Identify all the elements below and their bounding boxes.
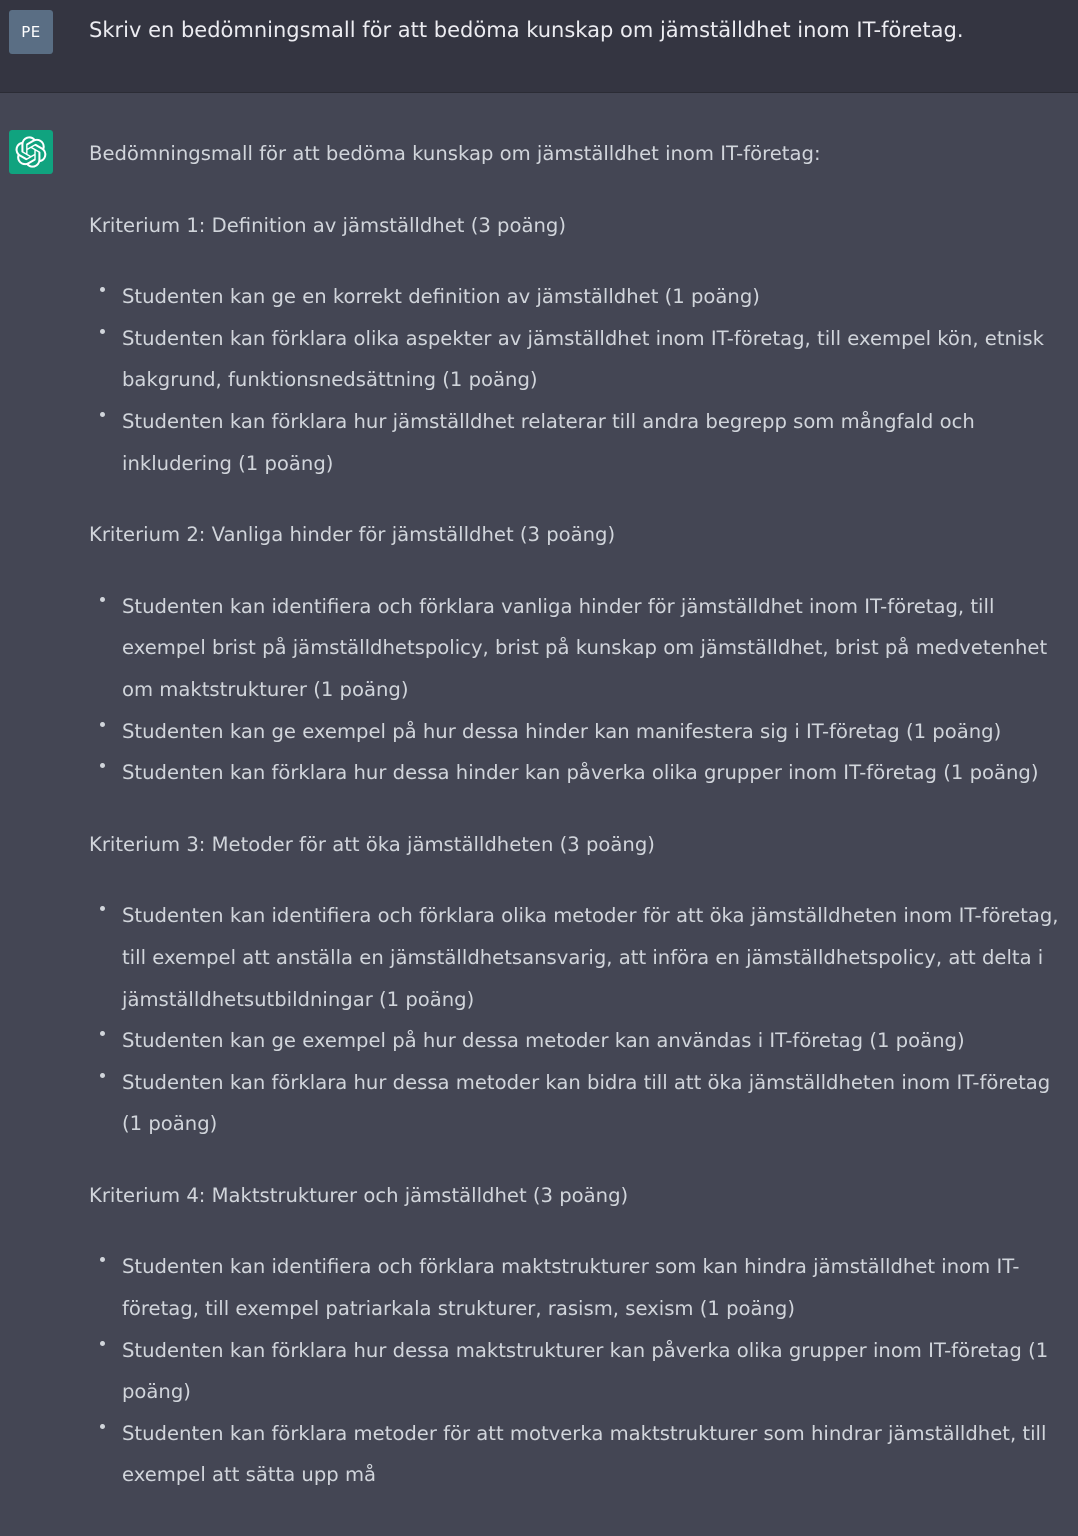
criterion-heading: Kriterium 1: Definition av jämställdhet (3 poäng) xyxy=(89,213,566,237)
criterion-point: Studenten kan ge exempel på hur dessa hinder kan manifestera sig i IT-företag (1 poäng) xyxy=(122,711,1068,753)
criterion-heading: Kriterium 3: Metoder för att öka jämställdheten (3 poäng) xyxy=(89,832,655,856)
criterion-points-list xyxy=(89,1246,1068,1496)
criterion-point: Studenten kan förklara hur dessa maktstrukturer kan påverka olika grupper inom IT-företag (1 poäng) xyxy=(122,1330,1068,1413)
user-avatar xyxy=(9,10,53,54)
criterion-heading: Kriterium 2: Vanliga hinder för jämställdhet (3 poäng) xyxy=(89,523,616,547)
user-message-row xyxy=(0,0,1078,93)
criterion-point: Studenten kan identifiera och förklara vanliga hinder för jämställdhet inom IT-företag, till exempel brist på jämställdhetspolicy, brist på kunskap om jämställdhet, brist på medvetenhet om maktstrukturer (1 poäng) xyxy=(122,586,1068,711)
user-message-text: Skriv en bedömningsmall för att bedöma kunskap om jämställdhet inom IT-företag. xyxy=(89,18,964,42)
criteria-list xyxy=(89,205,1068,1496)
criterion-point: Studenten kan ge en korrekt definition av jämställdhet (1 poäng) xyxy=(122,276,1068,318)
criterion-point: Studenten kan förklara metoder för att motverka maktstrukturer som hindrar jämställdhet, till exempel att sätta upp må xyxy=(122,1413,1068,1496)
assistant-avatar xyxy=(9,130,53,174)
criterion-points-list xyxy=(89,276,1068,484)
criterion-point: Studenten kan förklara hur dessa hinder kan påverka olika grupper inom IT-företag (1 poäng) xyxy=(122,752,1068,794)
criterion-point: Studenten kan förklara hur jämställdhet relaterar till andra begrepp som mångfald och inkludering (1 poäng) xyxy=(122,401,1068,484)
criterion-point: Studenten kan förklara hur dessa metoder kan bidra till att öka jämställdheten inom IT-företag (1 poäng) xyxy=(122,1062,1068,1145)
criterion-points-list xyxy=(89,586,1068,794)
assistant-intro: Bedömningsmall för att bedöma kunskap om jämställdhet inom IT-företag: xyxy=(89,142,821,165)
criterion-heading: Kriterium 4: Maktstrukturer och jämställdhet (3 poäng) xyxy=(89,1183,629,1207)
criterion-point: Studenten kan identifiera och förklara maktstrukturer som kan hindra jämställdhet inom IT-företag, till exempel patriarkala strukturer, rasism, sexism (1 poäng) xyxy=(122,1246,1068,1329)
openai-logo-icon xyxy=(15,136,47,168)
criterion-point: Studenten kan identifiera och förklara olika metoder för att öka jämställdheten inom IT-företag, till exempel att anställa en jämställdhetsansvarig, att införa en jämställdhetspolicy, att delta i jämställdhetsutbildningar (1 poäng) xyxy=(122,895,1068,1020)
criterion-points-list xyxy=(89,895,1068,1145)
assistant-message-row xyxy=(0,93,1078,1496)
criterion-point: Studenten kan förklara olika aspekter av jämställdhet inom IT-företag, till exempel kön, etnisk bakgrund, funktionsnedsättning (1 poäng) xyxy=(122,318,1068,401)
assistant-message-content xyxy=(89,133,1068,1496)
user-avatar-initials: PE xyxy=(21,23,41,41)
criterion-point: Studenten kan ge exempel på hur dessa metoder kan användas i IT-företag (1 poäng) xyxy=(122,1020,1068,1062)
